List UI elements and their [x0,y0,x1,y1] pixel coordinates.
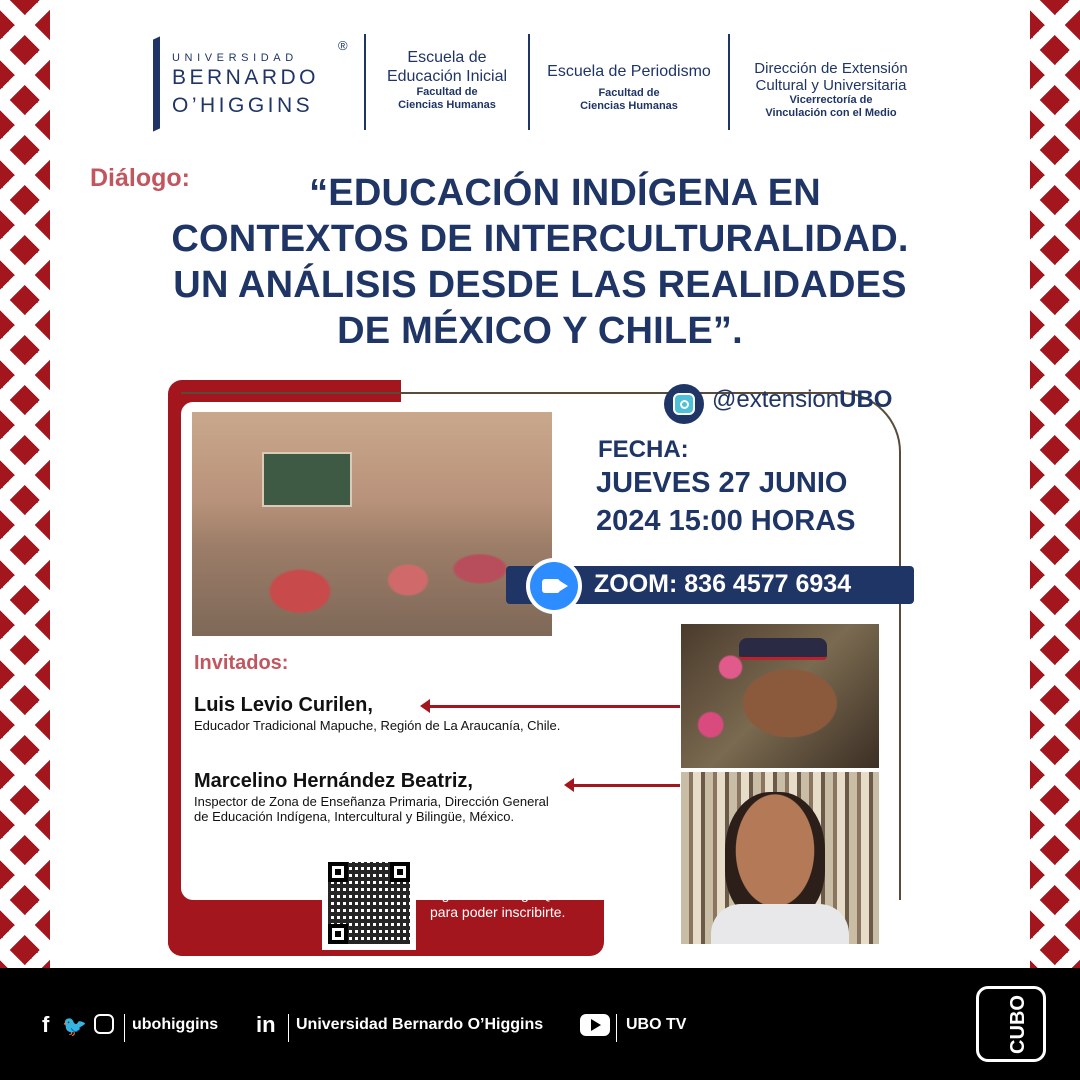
header-subtitle: Vinculación con el Medio [765,107,897,119]
header-title: Dirección de Extensión [754,60,908,77]
footer-social-handle[interactable]: ubohiggins [132,1016,219,1033]
guest-description: Educador Tradicional Mapuche, Región de La Araucanía, Chile. [194,718,561,733]
header-subtitle: Ciencias Humanas [398,99,496,111]
event-date [596,464,856,540]
dialogo-label: Diálogo: [90,164,190,192]
header-subtitle: Vicerrectoría de [789,94,873,106]
header-title: Escuela de Periodismo [547,63,711,80]
guests-label: Invitados: [194,652,289,674]
arrow-icon [572,784,680,787]
registered-mark: ® [338,38,348,53]
left-decorative-border [0,0,50,968]
header-divider [728,34,730,130]
zoom-meeting-id[interactable]: ZOOM: 836 4577 6934 [594,570,852,598]
header-subtitle: Facultad de [416,86,478,98]
handle-prefix: @extension [712,386,840,413]
right-decorative-border [1030,0,1080,968]
qr-line: Ingresa al código QR [430,886,562,902]
guest-photo-luis [681,624,879,768]
cubo-logo [976,986,1046,1062]
event-title [110,170,970,354]
social-handle[interactable] [712,386,892,414]
header-title: Escuela de [407,49,487,66]
header-title: Educación Inicial [386,68,508,85]
qr-instructions [430,885,565,921]
logo-line2: BERNARDO [172,66,320,89]
classroom-photo [192,412,552,636]
footer-linkedin[interactable]: Universidad Bernardo O’Higgins [296,1016,544,1033]
zoom-icon[interactable] [526,558,582,614]
header-title: Cultural y Universitaria [755,77,907,94]
title-line: DE MÉXICO Y CHILE”. [337,310,743,352]
header-subtitle: Facultad de [598,87,660,99]
header-block-educacion [372,48,522,112]
header-subtitle: Ciencias Humanas [580,100,678,112]
footer-divider [124,1014,125,1042]
header-divider [528,34,530,130]
qr-line: para poder inscribirte. [430,904,566,920]
title-line: “EDUCACIÓN INDÍGENA EN [309,172,821,214]
guest-description-line: Inspector de Zona de Enseñanza Primaria, Dirección General [194,794,549,809]
header-divider [364,34,366,130]
facebook-icon[interactable]: f [42,1012,50,1037]
cubo-logo-text: CUBO [1006,995,1029,1054]
twitter-icon[interactable]: 🐦 [62,1016,87,1038]
guest-description-line: de Educación Indígena, Intercultural y Bilingüe, México. [194,809,515,824]
youtube-icon[interactable] [580,1014,610,1036]
guest-description [194,794,549,824]
instagram-icon[interactable] [94,1014,114,1034]
instagram-icon[interactable] [664,384,704,424]
guest-photo-marcelino [681,772,879,944]
date-label: FECHA: [598,436,689,463]
logo-line1: UNIVERSIDAD [172,52,298,64]
linkedin-icon[interactable]: in [256,1012,276,1037]
handle-bold: UBO [839,386,893,413]
qr-code[interactable] [322,856,416,950]
university-logo [150,36,355,132]
footer-divider [288,1014,289,1042]
header-block-extension [736,60,926,120]
arrow-icon [428,705,680,708]
footer-divider [616,1014,617,1042]
date-line: JUEVES 27 JUNIO [596,467,848,499]
guest-name: Marcelino Hernández Beatriz, [194,770,473,792]
footer [0,968,1080,1080]
classroom-chalkboard [262,452,352,507]
time-line: 2024 15:00 HORAS [596,505,856,537]
title-line: UN ANÁLISIS DESDE LAS REALIDADES [173,264,907,306]
header-block-periodismo [536,62,722,113]
title-line: CONTEXTOS DE INTERCULTURALIDAD. [171,218,909,260]
guest-name: Luis Levio Curilen, [194,694,373,716]
footer-youtube[interactable]: UBO TV [626,1016,687,1033]
logo-line3: O’HIGGINS [172,94,314,117]
logo-bar [153,36,160,131]
